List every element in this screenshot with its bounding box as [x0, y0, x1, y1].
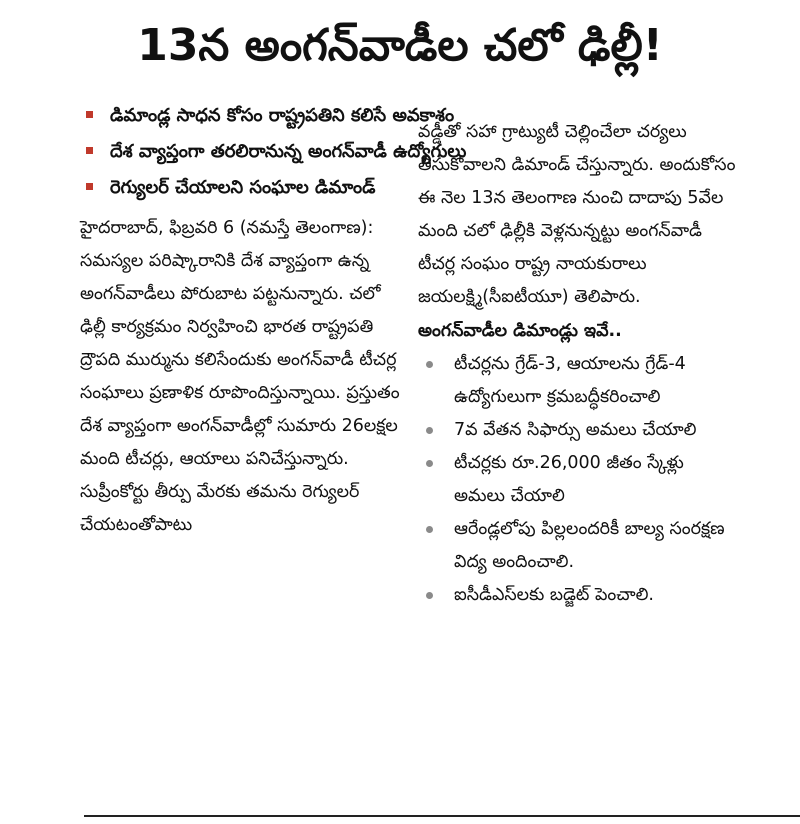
right-column: [418, 116, 736, 612]
round-bullet-icon: [426, 526, 433, 533]
highlight-text: దేశ వ్యాప్తంగా తరలిరానున్న అంగన్‌వాడీ ఉద్యోగులు: [110, 141, 467, 162]
demand-item: [418, 579, 736, 612]
round-bullet-icon: [426, 592, 433, 599]
demands-heading: అంగన్‌వాడీల డిమాండ్లు ఇవే..: [418, 321, 622, 341]
round-bullet-icon: [426, 460, 433, 467]
round-bullet-icon: [426, 427, 433, 434]
demand-text: ఆరేండ్లలోపు పిల్లలందరికీ బాల్య సంరక్షణ విద్య అందించాలి.: [454, 519, 725, 572]
demand-text: టీచర్లను గ్రేడ్‌-3, ఆయాలను గ్రేడ్‌-4 ఉద్యోగులుగా క్రమబద్ధీకరించాలి: [454, 354, 686, 407]
demands-list: [418, 348, 736, 612]
headline: 13న అంగన్‌వాడీల చలో ఢిల్లీ!: [137, 20, 663, 71]
demand-text: టీచర్లకు రూ.26,000 జీతం స్కేళ్లు అమలు చేయాలి: [454, 453, 684, 506]
square-bullet-icon: [86, 147, 93, 154]
highlights-list: [80, 98, 467, 206]
demand-text: 7వ వేతన సిఫార్సు అమలు చేయాలి: [454, 420, 697, 440]
demand-item: [418, 447, 736, 513]
article-body-left: హైదరాబాద్‌, ఫిబ్రవరి 6 (నమస్తే తెలంగాణ): సమస్యల పరిష్కారానికి దేశ వ్యాప్తంగా ఉన్న అంగన్‌వాడీలు పోరుబాట పట్టనున్నారు. చలో ఢిల్లీ కార్యక్రమం నిర్వహించి భారత రాష్ట్రపతి ద్రౌపది ముర్మును కలిసేందుకు అంగన్‌వాడీ టీచర్ల సంఘాలు ప్రణాళిక రూపొందిస్తున్నాయి. ప్రస్తుతం దేశ వ్యాప్తంగా అంగన్‌వాడీల్లో సుమారు 26లక్షల మంది టీచర్లు, ఆయాలు పనిచేస్తున్నారు. సుప్రీంకోర్టు తీర్పు మేరకు తమను రెగ్యులర్‌ చేయటంతోపాటు: [80, 218, 400, 535]
bottom-divider: [84, 815, 800, 817]
demand-item: [418, 513, 736, 579]
highlight-text: డిమాండ్ల సాధన కోసం రాష్ట్రపతిని కలిసే అవకాశం: [110, 105, 455, 126]
highlight-item: [80, 98, 455, 134]
highlight-item: [80, 134, 467, 170]
square-bullet-icon: [86, 111, 93, 118]
highlight-text: రెగ్యులర్‌ చేయాలని సంఘాల డిమాండ్‌: [110, 177, 376, 198]
demand-item: [418, 414, 736, 447]
highlight-item: [80, 170, 402, 206]
left-column: [80, 98, 467, 542]
article-body-right: వడ్డీతో సహా గ్రాట్యుటీ చెల్లించేలా చర్యలు తీసుకోవాలని డిమాండ్‌ చేస్తున్నారు. అందుకోసం ఈ నెల 13న తెలంగాణ నుంచి దాదాపు 5వేల మంది చలో ఢిల్లీకి వెళ్లనున్నట్టు అంగన్‌వాడీ టీచర్ల సంఘం రాష్ట్ర నాయకురాలు జయలక్ష్మి(సీఐటీయూ) తెలిపారు.: [418, 122, 736, 307]
square-bullet-icon: [86, 183, 93, 190]
demand-item: [418, 348, 736, 414]
demand-text: ఐసీడీఎస్‌లకు బడ్జెట్‌ పెంచాలి.: [454, 585, 654, 605]
round-bullet-icon: [426, 361, 433, 368]
